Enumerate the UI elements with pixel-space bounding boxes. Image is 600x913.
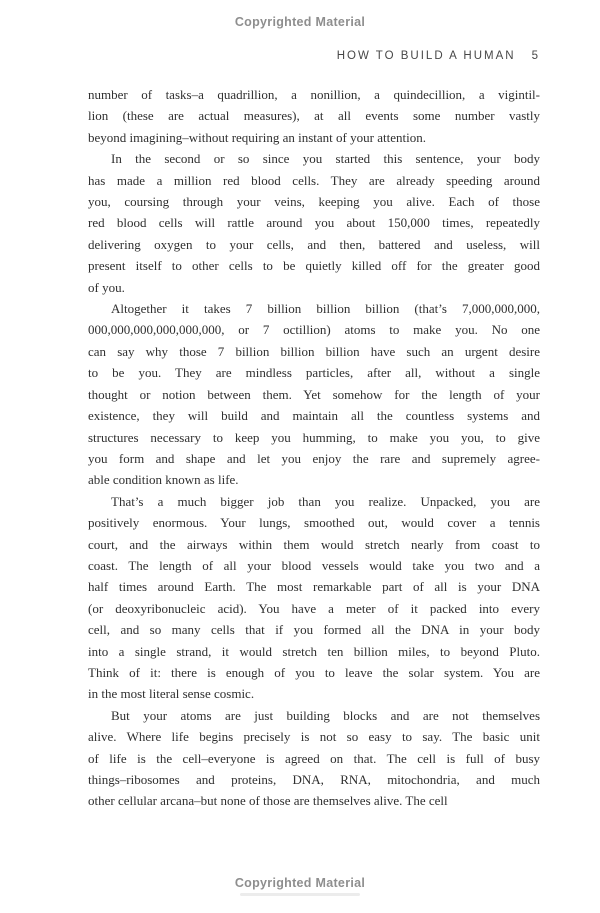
text-line: That’s a much bigger job than you realize. Unpacked, you are — [111, 493, 540, 509]
text-line: into a single strand, it would stretch ten billion miles, to beyond Pluto. — [88, 643, 540, 659]
scan-artifact — [240, 893, 360, 896]
text-line: alive. Where life begins precisely is not so easy to say. The basic unit — [88, 729, 540, 745]
running-header — [88, 50, 540, 62]
text-line: 000,000,000,000,000,000, or 7 octillion) atoms to make you. No one — [88, 322, 540, 338]
paragraph — [88, 491, 540, 705]
text-line: of you. — [88, 279, 125, 295]
text-line: thought or notion between them. Yet somehow for the length of your — [88, 386, 540, 402]
text-line: (or deoxyribonucleic acid). You have a meter of it packed into every — [88, 600, 540, 616]
text-line: In the second or so since you started this sentence, your body — [111, 151, 540, 167]
text-line: able condition known as life. — [88, 472, 239, 488]
text-line: coast. The length of all your blood vessels would take you two and a — [88, 557, 540, 573]
text-line: But your atoms are just building blocks and are not themselves — [111, 707, 540, 723]
paragraph — [88, 84, 540, 148]
text-line: red blood cells will rattle around you about 150,000 times, repeatedly — [88, 215, 540, 231]
text-line: positively enormous. Your lungs, smoothed out, would cover a tennis — [88, 515, 540, 531]
text-line: delivering oxygen to your cells, and then, battered and useless, will — [88, 236, 540, 252]
paragraph — [88, 705, 540, 812]
text-line: half times around Earth. The most remarkable part of all is your DNA — [88, 579, 540, 595]
page-number: 5 — [531, 50, 540, 62]
text-line: Think of it: there is enough of you to leave the solar system. You are — [88, 664, 540, 680]
text-line: in the most literal sense cosmic. — [88, 686, 255, 702]
copyright-banner-top: Copyrighted Material — [234, 15, 366, 29]
text-line: other cellular arcana–but none of those are themselves alive. The cell — [88, 793, 448, 809]
text-line: existence, they will build and maintain all the countless systems and — [88, 408, 540, 424]
text-line: you form and shape and let you enjoy the rare and supremely agree- — [88, 450, 540, 466]
page-paragraphs — [88, 84, 540, 812]
text-line: cell, and so many cells that if you formed all the DNA in your body — [88, 622, 540, 638]
text-line: number of tasks–a quadrillion, a nonillion, a quindecillion, a vigintil- — [88, 87, 540, 102]
copyright-banner-bottom: Copyrighted Material — [234, 876, 366, 890]
text-line: you, coursing through your veins, keeping you alive. Each of those — [88, 194, 540, 210]
text-line: has made a million red blood cells. They are already speeding around — [88, 172, 540, 188]
text-line: to be you. They are mindless particles, after all, without a single — [88, 365, 540, 381]
paragraph — [88, 148, 540, 298]
text-line: structures necessary to keep you humming, to make you you, to give — [88, 429, 540, 445]
paragraph — [88, 298, 540, 491]
text-line: of life is the cell–everyone is agreed on that. The cell is full of busy — [88, 750, 540, 766]
text-line: beyond imagining–without requiring an instant of your attention. — [88, 129, 426, 145]
running-title: HOW TO BUILD A HUMAN — [336, 50, 516, 62]
text-line: present itself to other cells to be quietly killed off for the greater good — [88, 258, 540, 274]
text-line: can say why those 7 billion billion billion have such an urgent desire — [88, 343, 540, 359]
text-line: lion (these are actual measures), at all events some number vastly — [88, 108, 540, 124]
text-line: Altogether it takes 7 billion billion billion (that’s 7,000,000,000, — [111, 301, 540, 317]
text-line: things–ribosomes and proteins, DNA, RNA, mitochondria, and much — [88, 772, 540, 787]
text-line: court, and the airways within them would stretch nearly from coast to — [88, 536, 540, 552]
